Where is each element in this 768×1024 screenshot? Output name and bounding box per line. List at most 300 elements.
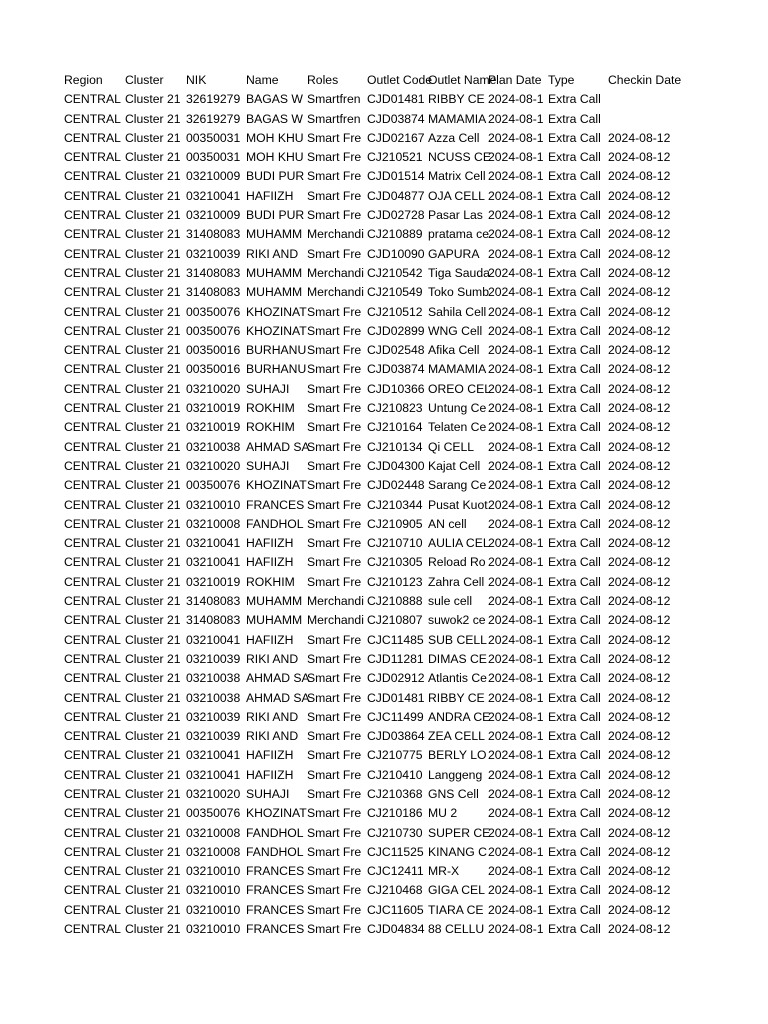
table-cell[interactable]: Smart Fre	[307, 362, 362, 377]
table-cell[interactable]: Atlantis Ce	[428, 671, 487, 686]
column-header[interactable]: NIK	[186, 73, 207, 87]
table-cell[interactable]: CJD01481	[367, 690, 425, 705]
table-cell[interactable]: 2024-08-1	[488, 825, 544, 840]
table-cell[interactable]: KHOZINAT	[246, 304, 307, 319]
table-cell[interactable]: CENTRAL	[64, 671, 121, 686]
table-cell[interactable]: Smart Fre	[307, 690, 362, 705]
table-cell[interactable]: Smart Fre	[307, 651, 362, 666]
table-cell[interactable]: 31408083	[186, 265, 241, 280]
table-cell[interactable]: CENTRAL	[64, 497, 121, 512]
table-cell[interactable]: CJD11281	[367, 651, 424, 666]
table-cell[interactable]: 03210041	[186, 767, 241, 782]
table-cell[interactable]: 03210020	[186, 786, 241, 801]
table-cell[interactable]: Cluster 21	[125, 574, 181, 589]
table-cell[interactable]: 00350076	[186, 304, 241, 319]
table-cell[interactable]: 2024-08-12	[608, 594, 671, 609]
table-cell[interactable]: Telaten Ce	[428, 420, 487, 435]
table-cell[interactable]: MUHAMM	[246, 265, 303, 280]
table-cell[interactable]: CENTRAL	[64, 246, 121, 261]
table-cell[interactable]: CJD03864	[367, 729, 425, 744]
table-cell[interactable]: 2024-08-1	[488, 227, 544, 242]
table-cell[interactable]: Extra Call	[548, 401, 601, 416]
table-cell[interactable]: 03210038	[186, 439, 241, 454]
table-cell[interactable]: CJD10366	[367, 381, 425, 396]
table-cell[interactable]: Smart Fre	[307, 246, 362, 261]
table-cell[interactable]: 2024-08-1	[488, 265, 544, 280]
table-cell[interactable]: CENTRAL	[64, 844, 121, 859]
table-cell[interactable]: Smart Fre	[307, 709, 362, 724]
table-cell[interactable]: 2024-08-12	[608, 323, 671, 338]
table-cell[interactable]: RIKI AND	[246, 651, 299, 666]
table-cell[interactable]: CENTRAL	[64, 613, 121, 628]
table-cell[interactable]: AN cell	[428, 516, 467, 531]
table-cell[interactable]: 00350016	[186, 362, 241, 377]
table-cell[interactable]: Cluster 21	[125, 536, 181, 551]
table-cell[interactable]: Extra Call	[548, 574, 601, 589]
table-cell[interactable]: CJ210823	[367, 401, 423, 416]
table-cell[interactable]: CJ210410	[367, 767, 423, 782]
table-cell[interactable]: 32619279	[186, 111, 241, 126]
table-cell[interactable]: Smart Fre	[307, 883, 362, 898]
table-cell[interactable]: 2024-08-12	[608, 922, 671, 937]
table-cell[interactable]: Cluster 21	[125, 208, 181, 223]
table-cell[interactable]: Smart Fre	[307, 671, 362, 686]
table-cell[interactable]: 2024-08-1	[488, 208, 544, 223]
table-cell[interactable]: 03210010	[186, 922, 241, 937]
table-cell[interactable]: 2024-08-12	[608, 150, 671, 165]
table-cell[interactable]: Smart Fre	[307, 806, 362, 821]
table-cell[interactable]: Extra Call	[548, 420, 601, 435]
table-cell[interactable]: 2024-08-12	[608, 343, 671, 358]
table-cell[interactable]: RIBBY CE	[428, 92, 485, 107]
table-cell[interactable]: 2024-08-12	[608, 844, 671, 859]
column-header[interactable]: Cluster	[125, 73, 164, 87]
table-cell[interactable]: BUDI PUR	[246, 169, 305, 184]
table-cell[interactable]: 03210038	[186, 671, 241, 686]
table-cell[interactable]: CENTRAL	[64, 227, 121, 242]
column-header[interactable]: Plan Date	[488, 73, 542, 87]
table-cell[interactable]: Extra Call	[548, 555, 601, 570]
table-cell[interactable]: CENTRAL	[64, 555, 121, 570]
table-cell[interactable]: 2024-08-1	[488, 651, 544, 666]
table-cell[interactable]: 2024-08-1	[488, 439, 544, 454]
table-cell[interactable]: 2024-08-1	[488, 594, 544, 609]
table-cell[interactable]: 2024-08-1	[488, 92, 544, 107]
table-cell[interactable]: Cluster 21	[125, 844, 181, 859]
table-cell[interactable]: 2024-08-12	[608, 902, 671, 917]
table-cell[interactable]: Extra Call	[548, 304, 601, 319]
table-cell[interactable]: Extra Call	[548, 150, 601, 165]
table-cell[interactable]: CENTRAL	[64, 516, 121, 531]
table-cell[interactable]: Smart Fre	[307, 458, 362, 473]
table-cell[interactable]: Cluster 21	[125, 285, 181, 300]
table-cell[interactable]: 03210019	[186, 401, 241, 416]
table-cell[interactable]: CJD10090	[367, 246, 425, 261]
table-cell[interactable]: Cluster 21	[125, 227, 181, 242]
table-cell[interactable]: CENTRAL	[64, 883, 121, 898]
table-cell[interactable]	[608, 90, 668, 109]
table-cell[interactable]: 31408083	[186, 613, 241, 628]
table-cell[interactable]: CENTRAL	[64, 169, 121, 184]
table-cell[interactable]: RIBBY CE	[428, 690, 485, 705]
table-cell[interactable]: CJ210775	[367, 748, 423, 763]
table-cell[interactable]: NCUSS CE	[428, 150, 491, 165]
table-cell[interactable]: BUDI PUR	[246, 208, 305, 223]
table-cell[interactable]: Cluster 21	[125, 671, 181, 686]
table-cell[interactable]: CJ210344	[367, 497, 423, 512]
table-cell[interactable]: Smart Fre	[307, 150, 362, 165]
table-cell[interactable]: CJC11499	[367, 709, 424, 724]
table-cell[interactable]: 2024-08-12	[608, 401, 671, 416]
table-cell[interactable]: Cluster 21	[125, 246, 181, 261]
table-cell[interactable]: CENTRAL	[64, 574, 121, 589]
table-cell[interactable]: Reload Ro	[428, 555, 486, 570]
table-cell[interactable]: 2024-08-12	[608, 516, 671, 531]
table-cell[interactable]: CJ210905	[367, 516, 423, 531]
table-cell[interactable]: 2024-08-12	[608, 671, 671, 686]
table-cell[interactable]: 2024-08-1	[488, 478, 544, 493]
table-cell[interactable]: Smart Fre	[307, 767, 362, 782]
table-cell[interactable]: DIMAS CE	[428, 651, 487, 666]
table-cell[interactable]: Cluster 21	[125, 864, 181, 879]
table-cell[interactable]: Azza Cell	[428, 130, 480, 145]
table-cell[interactable]: Cluster 21	[125, 729, 181, 744]
table-cell[interactable]: Cluster 21	[125, 786, 181, 801]
table-cell[interactable]: 2024-08-12	[608, 285, 671, 300]
table-cell[interactable]: 2024-08-12	[608, 709, 671, 724]
table-cell[interactable]: FANDHOL	[246, 844, 304, 859]
table-cell[interactable]: CENTRAL	[64, 323, 121, 338]
table-cell[interactable]: Smart Fre	[307, 497, 362, 512]
table-cell[interactable]: 2024-08-12	[608, 748, 671, 763]
table-cell[interactable]: 2024-08-12	[608, 864, 671, 879]
table-cell[interactable]: Extra Call	[548, 497, 601, 512]
table-cell[interactable]: GAPURA	[428, 246, 480, 261]
table-cell[interactable]: Sarang Ce	[428, 478, 487, 493]
table-cell[interactable]: MAMAMIA	[428, 362, 487, 377]
table-cell[interactable]: 31408083	[186, 227, 241, 242]
table-cell[interactable]: CJD02899	[367, 323, 425, 338]
table-cell[interactable]: Cluster 21	[125, 111, 181, 126]
table-cell[interactable]: Smart Fre	[307, 343, 362, 358]
table-cell[interactable]: Merchandi	[307, 265, 364, 280]
table-cell[interactable]: CJC11525	[367, 844, 424, 859]
table-cell[interactable]: 2024-08-1	[488, 150, 544, 165]
table-cell[interactable]: ROKHIM	[246, 574, 295, 589]
table-cell[interactable]: Extra Call	[548, 825, 601, 840]
table-cell[interactable]: Sahila Cell	[428, 304, 487, 319]
table-cell[interactable]: Cluster 21	[125, 265, 181, 280]
table-cell[interactable]: CENTRAL	[64, 208, 121, 223]
table-cell[interactable]: 2024-08-1	[488, 130, 544, 145]
table-cell[interactable]: Extra Call	[548, 844, 601, 859]
table-cell[interactable]: Smart Fre	[307, 902, 362, 917]
table-cell[interactable]: SUB CELL	[428, 632, 487, 647]
table-cell[interactable]: Cluster 21	[125, 883, 181, 898]
table-cell[interactable]: ZEA CELL	[428, 729, 485, 744]
table-cell[interactable]: Smart Fre	[307, 844, 362, 859]
table-cell[interactable]: 03210039	[186, 709, 241, 724]
column-header[interactable]: Outlet Name	[428, 73, 497, 87]
column-header[interactable]: Checkin Date	[608, 73, 682, 87]
table-cell[interactable]: 03210041	[186, 632, 241, 647]
table-cell[interactable]: Extra Call	[548, 111, 601, 126]
table-cell[interactable]: 03210010	[186, 497, 241, 512]
table-cell[interactable]: 2024-08-12	[608, 613, 671, 628]
table-cell[interactable]: Cluster 21	[125, 420, 181, 435]
table-cell[interactable]: Smart Fre	[307, 478, 362, 493]
table-cell[interactable]: 2024-08-1	[488, 864, 544, 879]
table-cell[interactable]: KHOZINAT	[246, 478, 307, 493]
table-cell[interactable]: 03210041	[186, 536, 241, 551]
table-cell[interactable]: 2024-08-12	[608, 536, 671, 551]
table-cell[interactable]: Smart Fre	[307, 188, 362, 203]
table-cell[interactable]: Extra Call	[548, 748, 601, 763]
table-cell[interactable]: 2024-08-1	[488, 613, 544, 628]
table-cell[interactable]: AHMAD SA	[246, 690, 310, 705]
table-cell[interactable]: 2024-08-12	[608, 767, 671, 782]
table-cell[interactable]: Qi CELL	[428, 439, 475, 454]
table-cell[interactable]: 2024-08-1	[488, 169, 544, 184]
table-cell[interactable]: CJ210512	[367, 304, 423, 319]
table-cell[interactable]: HAFIIZH	[246, 767, 294, 782]
table-cell[interactable]: Extra Call	[548, 92, 601, 107]
table-cell[interactable]: Smart Fre	[307, 304, 362, 319]
table-cell[interactable]: CENTRAL	[64, 439, 121, 454]
table-cell[interactable]: 2024-08-1	[488, 458, 544, 473]
table-cell[interactable]: KINANG C	[428, 844, 487, 859]
table-cell[interactable]: Extra Call	[548, 613, 601, 628]
table-cell[interactable]: CJD01514	[367, 169, 425, 184]
table-cell[interactable]: MU 2	[428, 806, 458, 821]
table-cell[interactable]: BAGAS W	[246, 92, 303, 107]
table-cell[interactable]: 03210008	[186, 825, 241, 840]
table-cell[interactable]: Cluster 21	[125, 690, 181, 705]
table-cell[interactable]: CENTRAL	[64, 786, 121, 801]
table-cell[interactable]: 03210019	[186, 420, 241, 435]
table-cell[interactable]: 2024-08-12	[608, 227, 671, 242]
table-cell[interactable]: CENTRAL	[64, 825, 121, 840]
table-cell[interactable]: 2024-08-1	[488, 246, 544, 261]
table-cell[interactable]: Extra Call	[548, 883, 601, 898]
column-header[interactable]: Type	[548, 73, 575, 87]
table-cell[interactable]: Cluster 21	[125, 806, 181, 821]
table-cell[interactable]: Extra Call	[548, 516, 601, 531]
table-cell[interactable]: 03210041	[186, 748, 241, 763]
table-cell[interactable]: Extra Call	[548, 671, 601, 686]
table-cell[interactable]: BURHANU	[246, 362, 307, 377]
table-cell[interactable]: Extra Call	[548, 227, 601, 242]
table-cell[interactable]: suwok2 ce	[428, 613, 486, 628]
table-cell[interactable]: Extra Call	[548, 902, 601, 917]
table-cell[interactable]: CENTRAL	[64, 690, 121, 705]
table-cell[interactable]: 2024-08-12	[608, 729, 671, 744]
table-cell[interactable]: 2024-08-1	[488, 111, 544, 126]
table-cell[interactable]: Cluster 21	[125, 401, 181, 416]
table-cell[interactable]: SUHAJI	[246, 381, 290, 396]
table-cell[interactable]: GNS Cell	[428, 786, 479, 801]
table-cell[interactable]: Smart Fre	[307, 536, 362, 551]
table-cell[interactable]: CJD04834	[367, 922, 425, 937]
table-cell[interactable]: Smart Fre	[307, 786, 362, 801]
table-cell[interactable]: CJ210549	[367, 285, 423, 300]
table-cell[interactable]: CJD02167	[367, 130, 425, 145]
table-cell[interactable]: CENTRAL	[64, 902, 121, 917]
table-cell[interactable]: Extra Call	[548, 246, 601, 261]
table-cell[interactable]: 2024-08-1	[488, 188, 544, 203]
table-cell[interactable]: FRANCES	[246, 864, 305, 879]
table-cell[interactable]: CENTRAL	[64, 381, 121, 396]
table-cell[interactable]: BAGAS W	[246, 111, 303, 126]
table-cell[interactable]: 2024-08-1	[488, 902, 544, 917]
table-cell[interactable]: CENTRAL	[64, 729, 121, 744]
table-cell[interactable]: 03210009	[186, 169, 241, 184]
table-cell[interactable]: Extra Call	[548, 458, 601, 473]
table-cell[interactable]: Extra Call	[548, 767, 601, 782]
table-cell[interactable]: 2024-08-12	[608, 246, 671, 261]
table-cell[interactable]: 31408083	[186, 285, 241, 300]
table-cell[interactable]: 2024-08-1	[488, 574, 544, 589]
table-cell[interactable]: Cluster 21	[125, 825, 181, 840]
table-cell[interactable]: Cluster 21	[125, 651, 181, 666]
table-cell[interactable]: CJ210468	[367, 883, 423, 898]
table-cell[interactable]: Smart Fre	[307, 922, 362, 937]
table-cell[interactable]: MOH KHU	[246, 150, 304, 165]
table-cell[interactable]: 03210009	[186, 208, 241, 223]
table-cell[interactable]: 2024-08-1	[488, 420, 544, 435]
table-cell[interactable]: Cluster 21	[125, 439, 181, 454]
table-cell[interactable]: Merchandi	[307, 613, 364, 628]
table-cell[interactable]: 2024-08-1	[488, 786, 544, 801]
table-cell[interactable]: CENTRAL	[64, 632, 121, 647]
table-cell[interactable]: RIKI AND	[246, 709, 299, 724]
table-cell[interactable]: 00350076	[186, 478, 241, 493]
table-cell[interactable]: CENTRAL	[64, 709, 121, 724]
table-cell[interactable]: SUPER CE	[428, 825, 491, 840]
table-cell[interactable]: Cluster 21	[125, 343, 181, 358]
table-cell[interactable]: CENTRAL	[64, 150, 121, 165]
table-cell[interactable]: Cluster 21	[125, 767, 181, 782]
table-cell[interactable]: MOH KHU	[246, 130, 304, 145]
table-cell[interactable]: Smart Fre	[307, 420, 362, 435]
table-cell[interactable]: ROKHIM	[246, 420, 295, 435]
table-cell[interactable]: Extra Call	[548, 285, 601, 300]
table-cell[interactable]: 2024-08-1	[488, 536, 544, 551]
table-cell[interactable]: CENTRAL	[64, 265, 121, 280]
table-cell[interactable]: CJ210730	[367, 825, 423, 840]
table-cell[interactable]: CJ210807	[367, 613, 423, 628]
table-cell[interactable]: 2024-08-12	[608, 690, 671, 705]
table-cell[interactable]: CJ210134	[367, 439, 423, 454]
table-cell[interactable]: Smart Fre	[307, 632, 362, 647]
table-cell[interactable]: CJD04300	[367, 458, 425, 473]
table-cell[interactable]: SUHAJI	[246, 786, 290, 801]
table-cell[interactable]: CENTRAL	[64, 111, 121, 126]
table-cell[interactable]: 03210039	[186, 246, 241, 261]
table-cell[interactable]: CJ210710	[367, 536, 423, 551]
table-cell[interactable]: 03210038	[186, 690, 241, 705]
table-cell[interactable]: CJC12411	[367, 864, 424, 879]
table-cell[interactable]: 00350016	[186, 343, 241, 358]
table-cell[interactable]: Cluster 21	[125, 613, 181, 628]
table-cell[interactable]: Extra Call	[548, 208, 601, 223]
table-cell[interactable]: 88 CELLU	[428, 922, 485, 937]
table-cell[interactable]: MUHAMM	[246, 594, 303, 609]
table-cell[interactable]: 2024-08-12	[608, 883, 671, 898]
table-cell[interactable]: 03210008	[186, 844, 241, 859]
table-cell[interactable]: RIKI AND	[246, 246, 299, 261]
table-cell[interactable]: CJ210888	[367, 594, 423, 609]
table-cell[interactable]: ANDRA CE	[428, 709, 491, 724]
table-cell[interactable]: RIKI AND	[246, 729, 299, 744]
table-cell[interactable]: Smart Fre	[307, 825, 362, 840]
table-cell[interactable]: WNG Cell	[428, 323, 483, 338]
table-cell[interactable]: Merchandi	[307, 594, 364, 609]
table-cell[interactable]: 2024-08-1	[488, 516, 544, 531]
table-cell[interactable]: Extra Call	[548, 729, 601, 744]
table-cell[interactable]: 2024-08-12	[608, 362, 671, 377]
table-cell[interactable]: CJ210123	[367, 574, 423, 589]
table-cell[interactable]: FANDHOL	[246, 516, 304, 531]
table-cell[interactable]: Extra Call	[548, 786, 601, 801]
table-cell[interactable]: CJD02448	[367, 478, 425, 493]
table-cell[interactable]: 2024-08-1	[488, 748, 544, 763]
table-cell[interactable]: Smartfren	[307, 111, 361, 126]
table-cell[interactable]: Extra Call	[548, 806, 601, 821]
table-cell[interactable]: 2024-08-1	[488, 362, 544, 377]
table-cell[interactable]: FRANCES	[246, 883, 305, 898]
table-cell[interactable]: Cluster 21	[125, 478, 181, 493]
table-cell[interactable]: Cluster 21	[125, 458, 181, 473]
table-cell[interactable]: HAFIIZH	[246, 632, 294, 647]
table-cell[interactable]: CJ210521	[367, 150, 423, 165]
table-cell[interactable]: AHMAD SA	[246, 439, 310, 454]
table-cell[interactable]: 2024-08-12	[608, 825, 671, 840]
table-cell[interactable]: Cluster 21	[125, 902, 181, 917]
table-cell[interactable]: Smart Fre	[307, 169, 362, 184]
table-cell[interactable]: OREO CEL	[428, 381, 491, 396]
table-cell[interactable]: Smart Fre	[307, 729, 362, 744]
table-cell[interactable]: Cluster 21	[125, 323, 181, 338]
table-cell[interactable]: Extra Call	[548, 343, 601, 358]
table-cell[interactable]: CENTRAL	[64, 420, 121, 435]
table-cell[interactable]: CJD01481	[367, 92, 425, 107]
table-cell[interactable]: Extra Call	[548, 864, 601, 879]
table-cell[interactable]: Cluster 21	[125, 594, 181, 609]
table-cell[interactable]: 2024-08-12	[608, 265, 671, 280]
table-cell[interactable]: Extra Call	[548, 439, 601, 454]
table-cell[interactable]: Toko Sumb	[428, 285, 489, 300]
table-cell[interactable]: CENTRAL	[64, 767, 121, 782]
table-cell[interactable]: Extra Call	[548, 478, 601, 493]
table-cell[interactable]: CENTRAL	[64, 651, 121, 666]
table-cell[interactable]: 2024-08-1	[488, 304, 544, 319]
table-cell[interactable]: FANDHOL	[246, 825, 304, 840]
table-cell[interactable]: Extra Call	[548, 594, 601, 609]
table-cell[interactable]: CJ210542	[367, 265, 423, 280]
table-cell[interactable]: 03210041	[186, 555, 241, 570]
table-cell[interactable]: Smart Fre	[307, 208, 362, 223]
table-cell[interactable]: Extra Call	[548, 922, 601, 937]
table-cell[interactable]: HAFIIZH	[246, 536, 294, 551]
table-cell[interactable]: Extra Call	[548, 651, 601, 666]
table-cell[interactable]: 00350031	[186, 150, 241, 165]
table-cell[interactable]: Cluster 21	[125, 381, 181, 396]
table-cell[interactable]: Extra Call	[548, 381, 601, 396]
table-cell[interactable]: CENTRAL	[64, 922, 121, 937]
table-cell[interactable]: Merchandi	[307, 227, 364, 242]
table-cell[interactable]: sule cell	[428, 594, 473, 609]
